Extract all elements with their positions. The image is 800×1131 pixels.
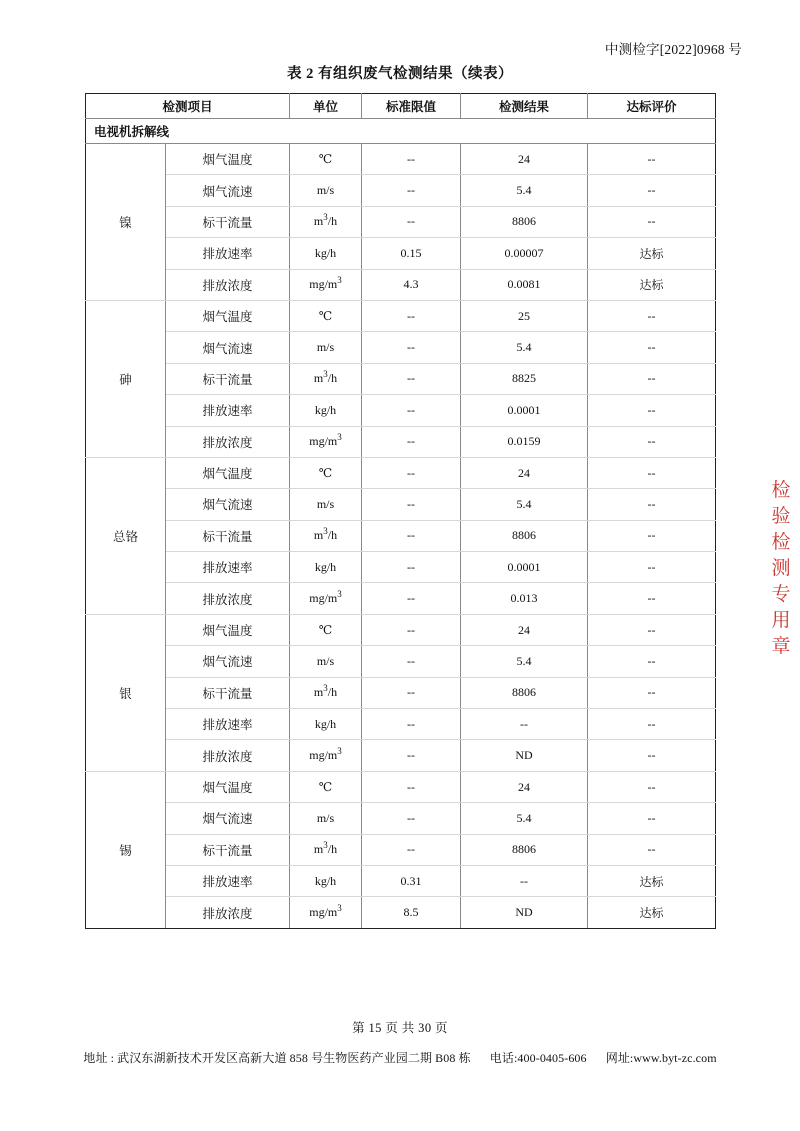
standard-limit-value: 8.5: [362, 897, 461, 928]
parameter-name: 烟气流速: [166, 332, 290, 363]
standard-limit-value: --: [362, 677, 461, 708]
standard-limit-value: --: [362, 771, 461, 802]
parameter-name: 烟气流速: [166, 803, 290, 834]
parameter-unit: m/s: [290, 175, 362, 206]
standard-limit-value: --: [362, 395, 461, 426]
table-row: [86, 395, 716, 426]
measured-result-value: 0.0001: [461, 552, 588, 583]
parameter-name: 标干流量: [166, 520, 290, 551]
measured-result-value: 0.0159: [461, 426, 588, 457]
parameter-unit: kg/h: [290, 395, 362, 426]
table-row: [86, 677, 716, 708]
parameter-unit: $m^3/h$: [290, 520, 362, 551]
parameter-name: 排放浓度: [166, 583, 290, 614]
measured-result-value: 5.4: [461, 332, 588, 363]
emission-results-table: [85, 93, 716, 929]
parameter-unit: kg/h: [290, 709, 362, 740]
standard-limit-value: --: [362, 646, 461, 677]
table-row: [86, 300, 716, 331]
table-row: [86, 834, 716, 865]
table-body: [86, 119, 716, 929]
measured-result-value: 0.00007: [461, 238, 588, 269]
parameter-unit: $mg/m^3$: [290, 269, 362, 300]
analyte-name: 锡: [86, 771, 166, 928]
table-row: [86, 897, 716, 928]
table-header: [86, 94, 716, 119]
compliance-evaluation: --: [588, 395, 716, 426]
table-row: [86, 771, 716, 802]
parameter-name: 排放速率: [166, 552, 290, 583]
parameter-unit: $m^3/h$: [290, 206, 362, 237]
measured-result-value: ND: [461, 897, 588, 928]
measured-result-value: 0.0081: [461, 269, 588, 300]
parameter-unit: m/s: [290, 332, 362, 363]
footer-contact: [0, 1049, 800, 1066]
column-header-unit: 单位: [290, 94, 362, 119]
compliance-evaluation: --: [588, 614, 716, 645]
compliance-evaluation: --: [588, 740, 716, 771]
standard-limit-value: --: [362, 520, 461, 551]
measured-result-value: 8825: [461, 363, 588, 394]
table-row: [86, 865, 716, 896]
compliance-evaluation: --: [588, 771, 716, 802]
parameter-name: 烟气温度: [166, 144, 290, 175]
column-header-result: 检测结果: [461, 94, 588, 119]
measured-result-value: 5.4: [461, 175, 588, 206]
measured-result-value: 24: [461, 614, 588, 645]
standard-limit-value: --: [362, 426, 461, 457]
column-header-limit: 标准限值: [362, 94, 461, 119]
compliance-evaluation: 达标: [588, 269, 716, 300]
table-section-label: 电视机拆解线: [86, 119, 716, 144]
parameter-unit: $m^3/h$: [290, 363, 362, 394]
standard-limit-value: --: [362, 709, 461, 740]
parameter-unit: $m^3/h$: [290, 677, 362, 708]
parameter-unit: $m^3/h$: [290, 834, 362, 865]
parameter-name: 排放浓度: [166, 426, 290, 457]
parameter-unit: ℃: [290, 300, 362, 331]
standard-limit-value: --: [362, 552, 461, 583]
table-row: [86, 144, 716, 175]
table-row: [86, 740, 716, 771]
standard-limit-value: --: [362, 363, 461, 394]
standard-limit-value: --: [362, 803, 461, 834]
parameter-unit: $mg/m^3$: [290, 426, 362, 457]
standard-limit-value: --: [362, 175, 461, 206]
standard-limit-value: --: [362, 332, 461, 363]
analyte-name: 镍: [86, 144, 166, 301]
table-row: [86, 457, 716, 488]
parameter-name: 烟气流速: [166, 489, 290, 520]
standard-limit-value: --: [362, 614, 461, 645]
measured-result-value: 24: [461, 771, 588, 802]
compliance-evaluation: --: [588, 583, 716, 614]
parameter-unit: $mg/m^3$: [290, 740, 362, 771]
parameter-name: 标干流量: [166, 206, 290, 237]
parameter-unit: m/s: [290, 803, 362, 834]
table-row: [86, 332, 716, 363]
parameter-name: 排放浓度: [166, 269, 290, 300]
compliance-evaluation: --: [588, 646, 716, 677]
compliance-evaluation: --: [588, 300, 716, 331]
compliance-evaluation: --: [588, 206, 716, 237]
parameter-name: 排放速率: [166, 395, 290, 426]
table-row: [86, 520, 716, 551]
compliance-evaluation: --: [588, 520, 716, 551]
measured-result-value: 25: [461, 300, 588, 331]
measured-result-value: 5.4: [461, 803, 588, 834]
table-row: [86, 552, 716, 583]
parameter-name: 排放速率: [166, 865, 290, 896]
parameter-name: 烟气温度: [166, 300, 290, 331]
table-row: [86, 269, 716, 300]
analyte-name: 银: [86, 614, 166, 771]
compliance-evaluation: --: [588, 144, 716, 175]
measured-result-value: ND: [461, 740, 588, 771]
measured-result-value: 8806: [461, 206, 588, 237]
seal-stamp: 检 验 检 测 专 用 章: [771, 480, 791, 657]
parameter-name: 烟气温度: [166, 771, 290, 802]
analyte-name: 总铬: [86, 457, 166, 614]
table-row: [86, 206, 716, 237]
parameter-name: 烟气流速: [166, 646, 290, 677]
parameter-unit: ℃: [290, 144, 362, 175]
compliance-evaluation: --: [588, 457, 716, 488]
compliance-evaluation: --: [588, 709, 716, 740]
table-row: [86, 646, 716, 677]
compliance-evaluation: --: [588, 677, 716, 708]
parameter-name: 标干流量: [166, 834, 290, 865]
measured-result-value: 24: [461, 144, 588, 175]
footer-page-info: 第 15 页 共 30 页: [352, 1021, 448, 1035]
parameter-name: 排放速率: [166, 238, 290, 269]
table-row: [86, 426, 716, 457]
measured-result-value: 8806: [461, 677, 588, 708]
table-row: [86, 489, 716, 520]
parameter-name: 烟气温度: [166, 457, 290, 488]
parameter-unit: kg/h: [290, 238, 362, 269]
compliance-evaluation: 达标: [588, 238, 716, 269]
measured-result-value: 8806: [461, 520, 588, 551]
compliance-evaluation: --: [588, 834, 716, 865]
column-header-eval: 达标评价: [588, 94, 716, 119]
compliance-evaluation: --: [588, 332, 716, 363]
standard-limit-value: 4.3: [362, 269, 461, 300]
compliance-evaluation: --: [588, 489, 716, 520]
standard-limit-value: 0.31: [362, 865, 461, 896]
table-row: [86, 709, 716, 740]
parameter-unit: m/s: [290, 489, 362, 520]
parameter-name: 烟气流速: [166, 175, 290, 206]
analyte-name: 砷: [86, 300, 166, 457]
standard-limit-value: 0.15: [362, 238, 461, 269]
parameter-name: 排放速率: [166, 709, 290, 740]
parameter-unit: kg/h: [290, 865, 362, 896]
measured-result-value: 5.4: [461, 489, 588, 520]
footer-address: 地址 : 武汉东湖新技术开发区高新大道 858 号生物医药产业园二期 B08 栋: [83, 1051, 471, 1065]
standard-limit-value: --: [362, 740, 461, 771]
parameter-name: 烟气温度: [166, 614, 290, 645]
standard-limit-value: --: [362, 144, 461, 175]
standard-limit-value: --: [362, 300, 461, 331]
footer-website: 网址:www.byt-zc.com: [605, 1051, 717, 1065]
parameter-name: 排放浓度: [166, 897, 290, 928]
parameter-unit: ℃: [290, 771, 362, 802]
parameter-unit: $mg/m^3$: [290, 897, 362, 928]
parameter-unit: ℃: [290, 614, 362, 645]
parameter-name: 标干流量: [166, 363, 290, 394]
table-row: [86, 614, 716, 645]
compliance-evaluation: --: [588, 803, 716, 834]
parameter-name: 标干流量: [166, 677, 290, 708]
table-row: [86, 238, 716, 269]
measured-result-value: 0.0001: [461, 395, 588, 426]
compliance-evaluation: --: [588, 552, 716, 583]
parameter-unit: ℃: [290, 457, 362, 488]
compliance-evaluation: 达标: [588, 897, 716, 928]
standard-limit-value: --: [362, 206, 461, 237]
footer-phone: 电话:400-0405-606: [489, 1051, 587, 1065]
table-section-row: [86, 119, 716, 144]
parameter-name: 排放浓度: [166, 740, 290, 771]
compliance-evaluation: --: [588, 426, 716, 457]
table-title: 表 2 有组织废气检测结果（续表）: [287, 66, 513, 82]
table-header-row: [86, 94, 716, 119]
compliance-evaluation: --: [588, 363, 716, 394]
standard-limit-value: --: [362, 583, 461, 614]
compliance-evaluation: 达标: [588, 865, 716, 896]
compliance-evaluation: --: [588, 175, 716, 206]
parameter-unit: $mg/m^3$: [290, 583, 362, 614]
column-header-item: 检测项目: [86, 94, 290, 119]
standard-limit-value: --: [362, 489, 461, 520]
table-row: [86, 175, 716, 206]
table-row: [86, 363, 716, 394]
measured-result-value: 5.4: [461, 646, 588, 677]
standard-limit-value: --: [362, 457, 461, 488]
standard-limit-value: --: [362, 834, 461, 865]
measured-result-value: 0.013: [461, 583, 588, 614]
measured-result-value: 24: [461, 457, 588, 488]
table-row: [86, 583, 716, 614]
table-row: [86, 803, 716, 834]
parameter-unit: kg/h: [290, 552, 362, 583]
measured-result-value: 8806: [461, 834, 588, 865]
parameter-unit: m/s: [290, 646, 362, 677]
measured-result-value: --: [461, 865, 588, 896]
measured-result-value: --: [461, 709, 588, 740]
document-code: 中测检字[2022]0968 号: [604, 42, 742, 57]
